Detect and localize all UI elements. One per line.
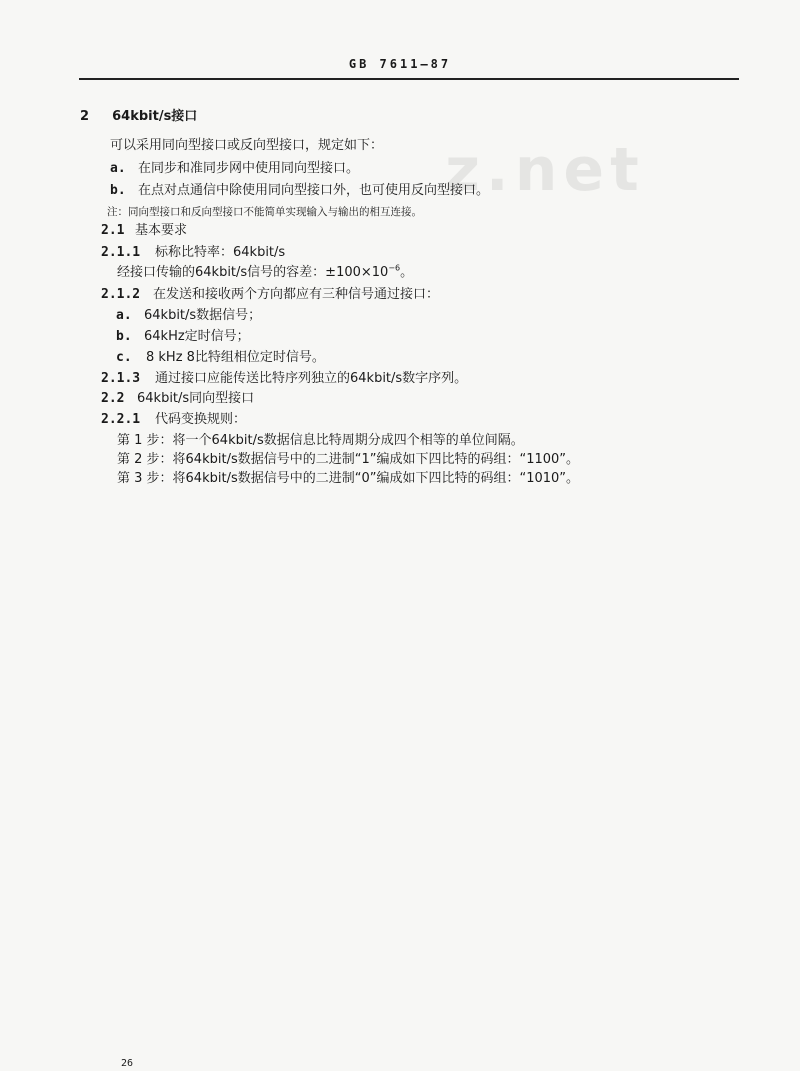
section-number: 2.1 <box>101 223 125 238</box>
clause-text: 通过接口应能传送比特序列独立的64kbit/s数字序列。 <box>155 371 468 386</box>
item-label: b. <box>116 329 132 344</box>
section-number: 2 <box>80 109 90 124</box>
tolerance-text: 经接口传输的64kbit/s信号的容差：±100×10 <box>117 265 389 280</box>
item-text: 在同步和准同步网中使用同向型接口。 <box>138 161 360 176</box>
clause-number: 2.1.2 <box>101 287 141 302</box>
tolerance-line <box>117 265 413 281</box>
step-3: 第 3 步：将64kbit/s数据信号中的二进制“0”编成如下四比特的码组：“1010”。 <box>117 471 580 486</box>
section-2-1-heading <box>101 223 187 239</box>
intro-item-b <box>110 183 489 199</box>
page-number: 26 <box>121 1058 134 1069</box>
intro-item-a <box>110 161 359 177</box>
clause-text: 在发送和接收两个方向都应有三种信号通过接口： <box>153 287 440 302</box>
section-title: 64kbit/s接口 <box>112 109 198 124</box>
header-rule <box>79 78 739 80</box>
item-label: c. <box>116 350 132 365</box>
clause-2-2-1 <box>101 412 246 428</box>
item-label: a. <box>110 161 126 176</box>
tolerance-exponent: −6 <box>388 263 401 273</box>
signal-item-b <box>116 329 250 345</box>
item-text: 64kHz定时信号； <box>144 329 250 344</box>
clause-text: 标称比特率：64kbit/s <box>155 245 286 260</box>
tolerance-end: 。 <box>400 265 414 280</box>
section-2-2-heading <box>101 391 254 407</box>
watermark: z.net <box>445 135 645 205</box>
intro-paragraph: 可以采用同向型接口或反向型接口，规定如下： <box>110 138 384 153</box>
note: 注：同向型接口和反向型接口不能简单实现输入与输出的相互连接。 <box>107 206 422 218</box>
item-label: b. <box>110 183 126 198</box>
section-title: 64kbit/s同向型接口 <box>137 391 255 406</box>
section-number: 2.2 <box>101 391 125 406</box>
standard-code: GB 7611—87 <box>348 57 452 71</box>
clause-2-1-1 <box>101 245 285 261</box>
clause-number: 2.2.1 <box>101 412 141 427</box>
clause-2-1-3 <box>101 371 467 387</box>
signal-item-c <box>116 350 325 366</box>
item-label: a. <box>116 308 132 323</box>
signal-item-a <box>116 308 261 324</box>
clause-number: 2.1.3 <box>101 371 141 386</box>
clause-title: 代码变换规则： <box>155 412 247 427</box>
clause-number: 2.1.1 <box>101 245 141 260</box>
item-text: 64kbit/s数据信号； <box>144 308 262 323</box>
step-1: 第 1 步：将一个64kbit/s数据信息比特周期分成四个相等的单位间隔。 <box>117 433 524 448</box>
section-2-heading <box>80 109 197 125</box>
item-text: 在点对点通信中除使用同向型接口外，也可使用反向型接口。 <box>138 183 490 198</box>
item-text: 8 kHz 8比特组相位定时信号。 <box>146 350 325 365</box>
step-2: 第 2 步：将64kbit/s数据信号中的二进制“1”编成如下四比特的码组：“1100”。 <box>117 452 580 467</box>
clause-2-1-2 <box>101 287 439 303</box>
section-title: 基本要求 <box>135 223 188 238</box>
